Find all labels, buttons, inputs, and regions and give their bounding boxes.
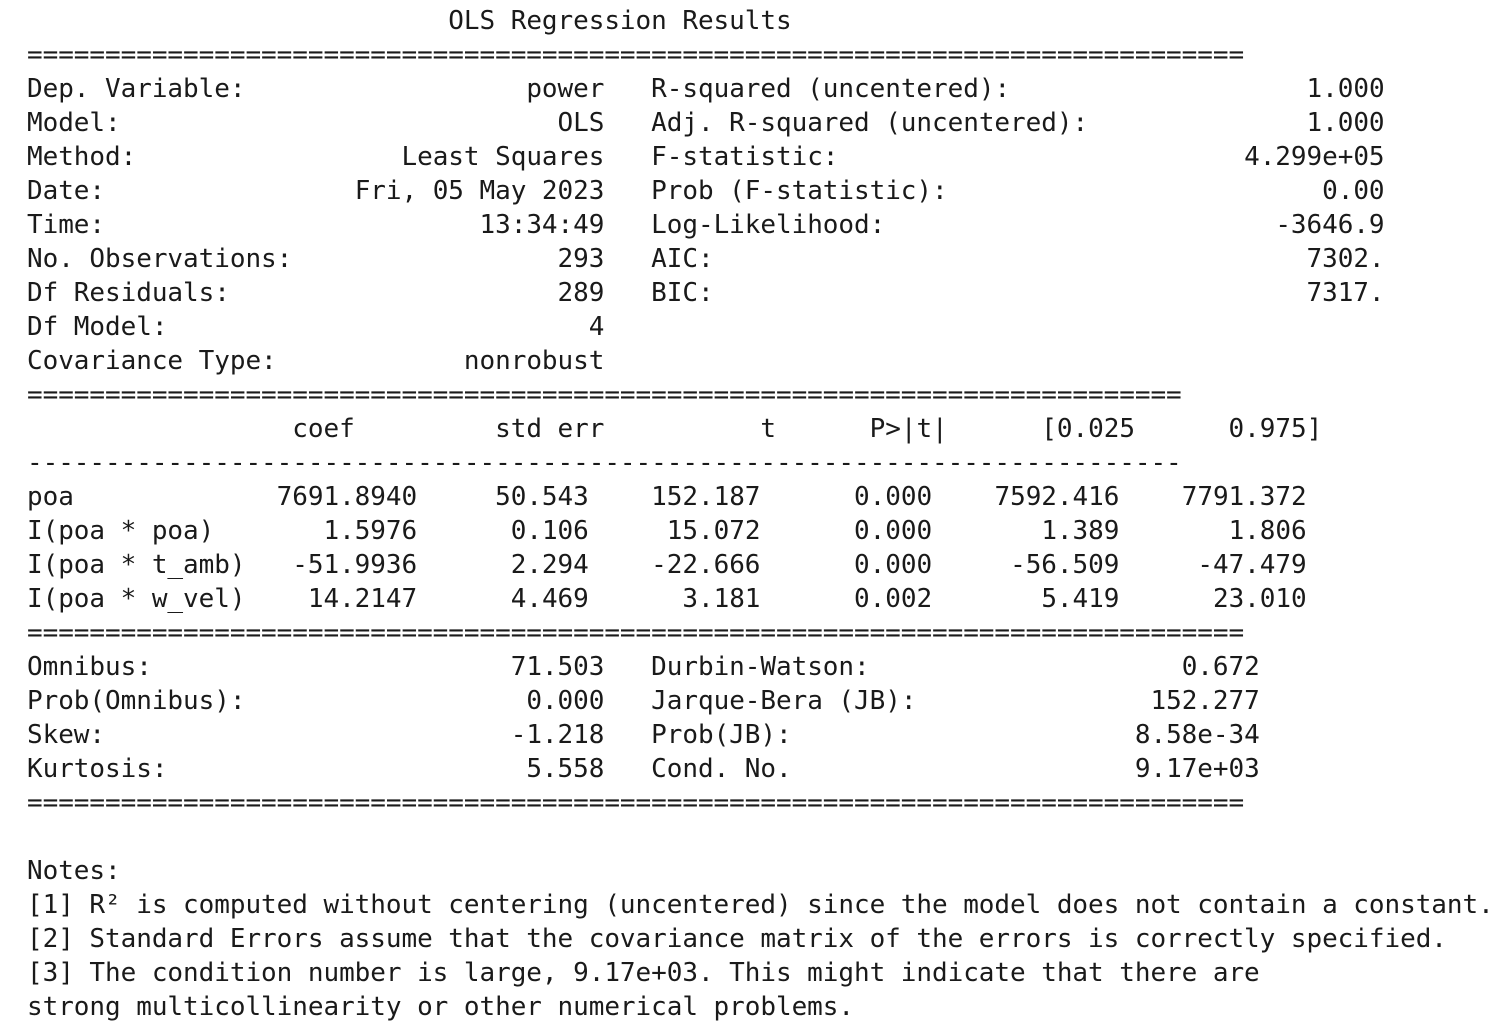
cond-no-label: Cond. No. <box>651 754 792 784</box>
coef-row-t: 152.187 <box>651 482 761 512</box>
rule-coef-dash: -------------------------------------------------------------------------- <box>27 448 1182 478</box>
coef-header-5: 0.975] <box>1228 414 1323 444</box>
model-value: OLS <box>557 108 605 138</box>
r-squared-value: 1.000 <box>1306 74 1385 104</box>
coef-row-t: 3.181 <box>682 584 761 614</box>
coef-row-hi: 7791.372 <box>1181 482 1307 512</box>
skew-value: -1.218 <box>510 720 605 750</box>
note-3-line-1: [3] The condition number is large, 9.17e+03. This might indicate that there are <box>27 958 1260 988</box>
prob-jb-value: 8.58e-34 <box>1134 720 1260 750</box>
durbin-watson-value: 0.672 <box>1181 652 1260 682</box>
coef-row-std-err: 2.294 <box>510 550 589 580</box>
coef-header-2: t <box>760 414 777 444</box>
dep-variable-value: power <box>526 74 605 104</box>
df-residuals-value: 289 <box>557 278 605 308</box>
method-label: Method: <box>27 142 137 172</box>
coef-row-std-err: 50.543 <box>495 482 589 512</box>
note-3-line-2: strong multicollinearity or other numerical problems. <box>27 992 854 1022</box>
prob-f-statistic-value: 0.00 <box>1322 176 1385 206</box>
coef-row-p: 0.002 <box>854 584 933 614</box>
log-likelihood-value: -3646.9 <box>1275 210 1385 240</box>
coef-row-coef: 14.2147 <box>307 584 418 614</box>
aic-label: AIC: <box>651 244 714 274</box>
coef-row-name: I(poa * w_vel) <box>27 584 246 614</box>
note-1: [1] R² is computed without centering (uncentered) since the model does not contain a constant. <box>27 890 1494 920</box>
coef-row-std-err: 0.106 <box>510 516 589 546</box>
f-statistic-label: F-statistic: <box>651 142 839 172</box>
time-label: Time: <box>27 210 106 240</box>
coef-row-lo: 1.389 <box>1041 516 1120 546</box>
coef-row-hi: 23.010 <box>1212 584 1307 614</box>
dep-variable-label: Dep. Variable: <box>27 74 246 104</box>
durbin-watson-label: Durbin-Watson: <box>651 652 870 682</box>
coef-row-t: -22.666 <box>651 550 761 580</box>
f-statistic-value: 4.299e+05 <box>1244 142 1385 172</box>
coef-row-name: I(poa * poa) <box>27 516 215 546</box>
prob-jb-label: Prob(JB): <box>651 720 792 750</box>
kurtosis-label: Kurtosis: <box>27 754 168 784</box>
model-label: Model: <box>27 108 121 138</box>
coef-row-lo: -56.509 <box>1010 550 1120 580</box>
omnibus-value: 71.503 <box>510 652 605 682</box>
df-residuals-label: Df Residuals: <box>27 278 230 308</box>
skew-label: Skew: <box>27 720 106 750</box>
log-likelihood-label: Log-Likelihood: <box>651 210 886 240</box>
kurtosis-value: 5.558 <box>526 754 605 784</box>
cond-no-value: 9.17e+03 <box>1134 754 1260 784</box>
rule-bottom: ============================================================================== <box>27 788 1245 818</box>
jarque-bera-label: Jarque-Bera (JB): <box>651 686 917 716</box>
coef-header-1: std err <box>495 414 605 444</box>
ols-summary-text <box>27 4 1494 1024</box>
omnibus-label: Omnibus: <box>27 652 152 682</box>
prob-f-statistic-label: Prob (F-statistic): <box>651 176 948 206</box>
coef-row-name: poa <box>27 482 74 512</box>
note-2: [2] Standard Errors assume that the covariance matrix of the errors is correctly specified. <box>27 924 1447 954</box>
prob-omnibus-label: Prob(Omnibus): <box>27 686 246 716</box>
no-observations-label: No. Observations: <box>27 244 293 274</box>
coef-row-lo: 7592.416 <box>994 482 1120 512</box>
coef-header-3: P>|t| <box>869 414 948 444</box>
covariance-type-value: nonrobust <box>463 346 605 376</box>
coef-row-lo: 5.419 <box>1041 584 1120 614</box>
covariance-type-label: Covariance Type: <box>27 346 277 376</box>
jarque-bera-value: 152.277 <box>1150 686 1260 716</box>
coef-row-p: 0.000 <box>854 516 933 546</box>
coef-row-hi: 1.806 <box>1228 516 1307 546</box>
coef-row-coef: 7691.8940 <box>276 482 418 512</box>
rule-diag-top: ============================================================================== <box>27 618 1245 648</box>
bic-value: 7317. <box>1306 278 1385 308</box>
coef-row-coef: 1.5976 <box>323 516 418 546</box>
adj-r-squared-value: 1.000 <box>1306 108 1385 138</box>
date-value: Fri, 05 May 2023 <box>354 176 605 206</box>
rule-top: ============================================================================== <box>27 40 1245 70</box>
prob-omnibus-value: 0.000 <box>526 686 605 716</box>
time-value: 13:34:49 <box>479 210 605 240</box>
coef-row-p: 0.000 <box>854 550 933 580</box>
coef-row-name: I(poa * t_amb) <box>27 550 246 580</box>
coef-row-coef: -51.9936 <box>292 550 418 580</box>
coef-header-4: [0.025 <box>1041 414 1135 444</box>
notes-heading: Notes: <box>27 856 121 886</box>
rule-coef-top: ========================================================================== <box>27 380 1182 410</box>
coef-row-hi: -47.479 <box>1197 550 1307 580</box>
coef-header-0: coef <box>292 414 355 444</box>
coef-row-std-err: 4.469 <box>510 584 589 614</box>
bic-label: BIC: <box>651 278 714 308</box>
adj-r-squared-label: Adj. R-squared (uncentered): <box>651 108 1089 138</box>
aic-value: 7302. <box>1306 244 1385 274</box>
date-label: Date: <box>27 176 106 206</box>
no-observations-value: 293 <box>557 244 605 274</box>
coef-row-t: 15.072 <box>666 516 761 546</box>
report-title: OLS Regression Results <box>448 6 792 36</box>
df-model-label: Df Model: <box>27 312 168 342</box>
method-value: Least Squares <box>401 142 605 172</box>
df-model-value: 4 <box>588 312 605 342</box>
r-squared-label: R-squared (uncentered): <box>651 74 1011 104</box>
coef-row-p: 0.000 <box>854 482 933 512</box>
